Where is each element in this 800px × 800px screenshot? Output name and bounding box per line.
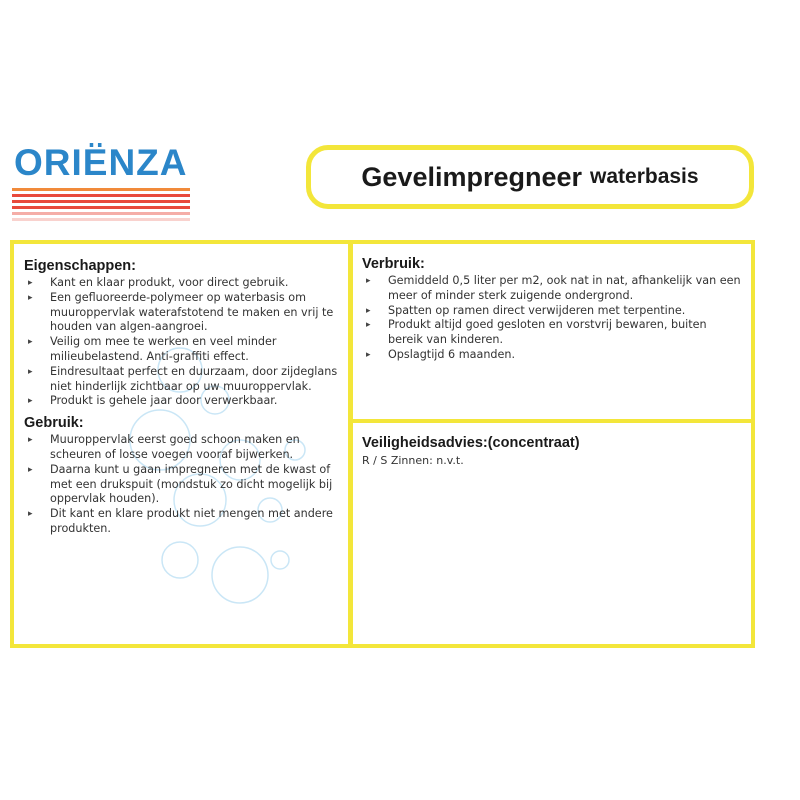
left-panel xyxy=(24,258,342,543)
eigenschappen-list xyxy=(24,276,342,409)
verbruik-heading: Verbruik: xyxy=(362,256,425,272)
verbruik-panel xyxy=(362,256,744,369)
list-item: ▸ Opslagtijd 6 maanden. xyxy=(362,348,744,363)
orienza-logo xyxy=(12,138,190,218)
logo-stripes xyxy=(12,188,190,224)
page-title: Gevelimpregneer xyxy=(361,161,583,192)
list-item: ▸ Veilig om mee te werken en veel minder milieubelastend. Anti-graffiti effect. xyxy=(24,335,342,365)
list-item: ▸ Spatten op ramen direct verwijderen met terpentine. xyxy=(362,304,744,319)
verbruik-list xyxy=(362,274,744,363)
list-item: ▸ Daarna kunt u gaan impregneren met de kwast of met een drukspuit (mondstuk zo dicht mogelijk bij oppervlak houden). xyxy=(24,463,342,507)
page-subtitle: waterbasis xyxy=(590,165,699,188)
list-item: ▸ Dit kant en klare produkt niet mengen met andere produkten. xyxy=(24,507,342,537)
list-item: ▸ Produkt altijd goed gesloten en vorstvrij bewaren, buiten bereik van kinderen. xyxy=(362,318,744,348)
list-item: ▸ Muuroppervlak eerst goed schoon maken en scheuren of losse voegen vooraf bijwerken. xyxy=(24,433,342,463)
logo-wordmark: ORIËNZA xyxy=(14,142,188,183)
gebruik-list xyxy=(24,433,342,537)
gebruik-heading: Gebruik: xyxy=(24,415,84,432)
veiligheid-heading: Veiligheidsadvies:(concentraat) xyxy=(362,435,580,451)
veiligheid-text: R / S Zinnen: n.v.t. xyxy=(362,454,464,467)
title-box xyxy=(306,145,754,209)
row-divider xyxy=(353,419,755,423)
list-item: ▸ Produkt is gehele jaar door verwerkbaar. xyxy=(24,394,342,409)
list-item: ▸ Kant en klaar produkt, voor direct gebruik. xyxy=(24,276,342,291)
list-item: ▸ Eindresultaat perfect en duurzaam, door zijdeglans niet hinderlijk zichtbaar op uw muuroppervlak. xyxy=(24,365,342,395)
list-item: ▸ Gemiddeld 0,5 liter per m2, ook nat in nat, afhankelijk van een meer of minder sterk zuigende ondergrond. xyxy=(362,274,744,304)
column-divider xyxy=(348,240,353,648)
list-item: ▸ Een gefluoreerde-polymeer op waterbasis om muuroppervlak waterafstotend te maken en vrij te houden van algen-aangroei. xyxy=(24,291,342,335)
veiligheid-panel xyxy=(362,435,744,469)
eigenschappen-heading: Eigenschappen: xyxy=(24,258,136,274)
